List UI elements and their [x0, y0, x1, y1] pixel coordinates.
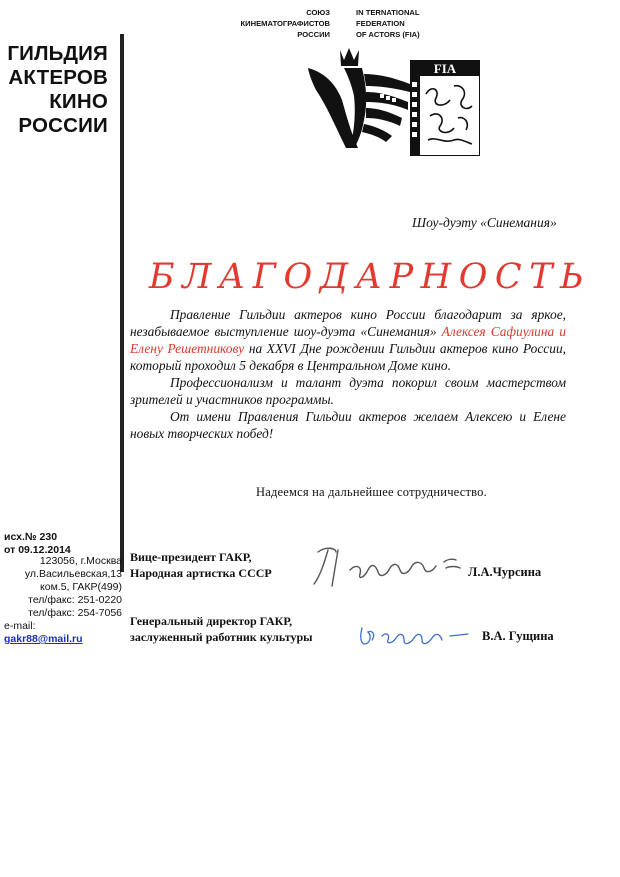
- signatory-2-position: [130, 613, 313, 645]
- fia-logo-text: FIA: [433, 61, 457, 76]
- fia-logo: [410, 60, 480, 156]
- letter-title: БЛАГОДАРНОСТЬ: [148, 257, 592, 297]
- paragraph-3: От имени Правления Гильдии актеров желаем Алексею и Елене новых творческих побед!: [130, 409, 566, 441]
- email-link[interactable]: gakr88@mail.ru: [4, 633, 83, 645]
- fia-caption: [356, 7, 456, 40]
- soyuz-caption: [222, 7, 330, 40]
- signatory-1-name: Л.А.Чурсина: [468, 565, 542, 579]
- paragraph-1-text-end: на XXVI Дне рождении Гильдии актеров кино России, который проходил 5 декабря в Центральном Доме кино.: [130, 341, 566, 373]
- address-line: 123056, г.Москва: [39, 555, 122, 567]
- soyuz-line: СОЮЗ: [306, 8, 330, 17]
- position-line: Вице-президент ГАКР,: [130, 550, 252, 564]
- address-line: тел/факс: 254-7056: [28, 607, 122, 619]
- guild-name: [4, 42, 108, 138]
- email-label: e-mail:: [4, 620, 36, 632]
- soyuz-line: РОССИИ: [297, 30, 330, 39]
- position-line: заслуженный работник культуры: [130, 630, 313, 644]
- address-line: ул.Васильевская,13: [24, 568, 122, 580]
- fia-line: OF ACTORS (FIA): [356, 30, 420, 39]
- kino-union-emblem: [306, 44, 416, 152]
- fia-line: FEDERATION: [356, 19, 405, 28]
- guild-name-line: КИНО: [49, 90, 108, 113]
- reference-block: [4, 531, 71, 557]
- address-block: [4, 555, 122, 646]
- soyuz-line: КИНЕМАТОГРАФИСТОВ: [240, 19, 330, 28]
- position-line: Народная артистка СССР: [130, 566, 272, 580]
- paragraph-1-text: Правление Гильдии актеров кино России благодарит за яркое, незабываемое выступление шоу-дуэта «Синемания»: [130, 307, 566, 339]
- letter-body: [130, 306, 566, 442]
- addressee: Шоу-дуэту «Синемания»: [412, 215, 557, 230]
- closing-line: Надеемся на дальнейшее сотрудничество.: [256, 485, 487, 499]
- address-line: тел/факс: 251-0220: [28, 594, 122, 606]
- reference-number: исх.№ 230: [4, 531, 58, 543]
- address-line: ком.5, ГАКР(499): [40, 581, 122, 593]
- signature-2: [356, 618, 476, 652]
- guild-name-line: ГИЛЬДИЯ: [7, 42, 108, 65]
- guild-name-line: АКТЕРОВ: [8, 66, 108, 89]
- paragraph-1: [130, 306, 566, 374]
- fia-line: IN TERNATIONAL: [356, 8, 420, 17]
- guild-name-line: РОССИИ: [18, 114, 108, 137]
- vertical-divider: [120, 34, 124, 572]
- position-line: Генеральный директор ГАКР,: [130, 614, 293, 628]
- paragraph-2: Профессионализм и талант дуэта покорил своим мастерством зрителей и участников программы.: [130, 375, 566, 407]
- signatory-2-name: В.А. Гущина: [482, 629, 554, 643]
- signature-1: [306, 536, 466, 596]
- honoree-names: Алексея Сафиулина и Елену Решетникову: [130, 324, 566, 356]
- signatory-1-position: [130, 549, 272, 581]
- reference-date: от 09.12.2014: [4, 544, 71, 556]
